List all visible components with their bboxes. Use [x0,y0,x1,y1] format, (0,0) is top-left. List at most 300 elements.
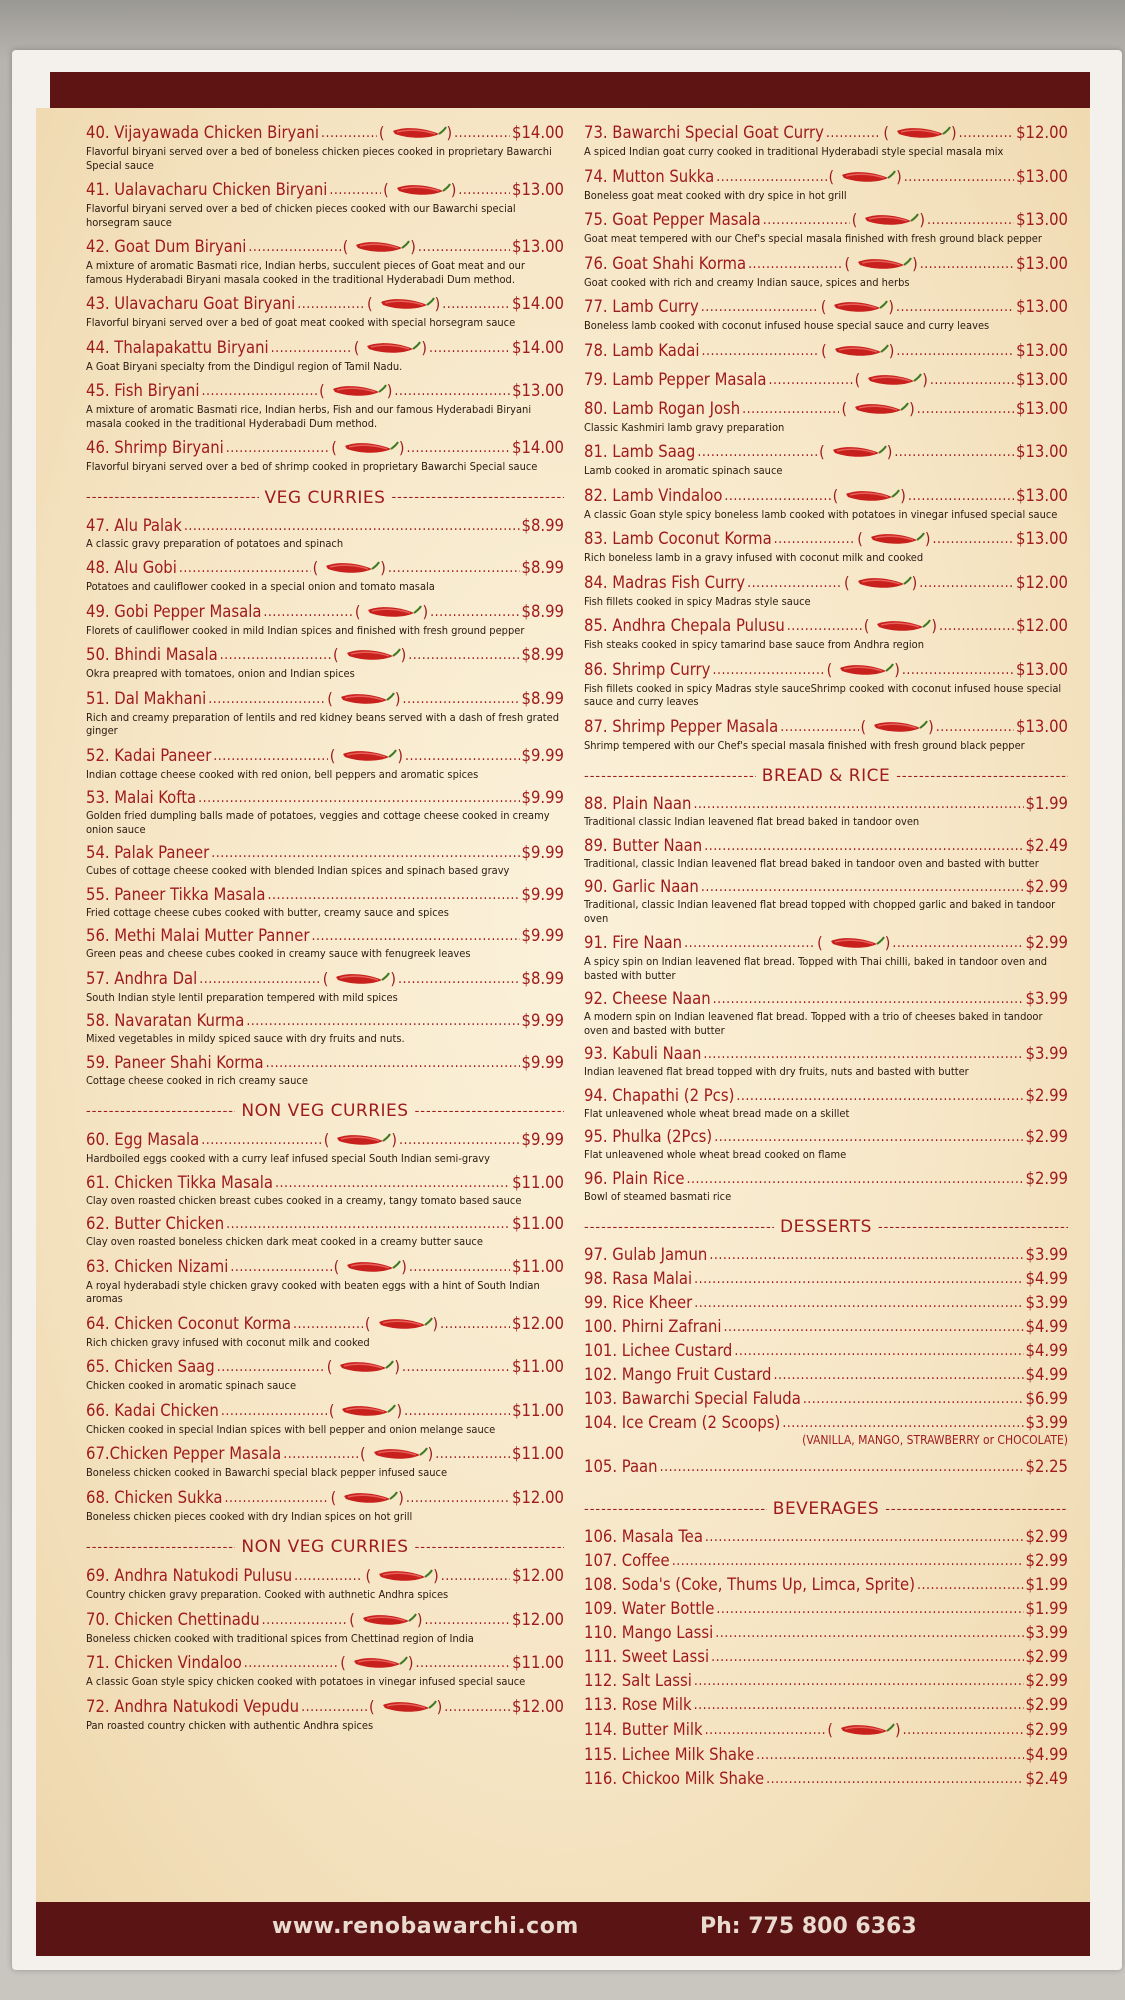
item-price: $9.99 [521,843,564,862]
item-name-line [584,441,1068,463]
leader-dots [297,294,365,314]
footer-banner [36,1902,1090,1956]
chili-pepper-icon: ( ) [319,381,393,400]
item-name-line [86,1256,564,1278]
chili-pepper-icon: ( ) [328,1400,403,1420]
item-price: $13.00 [1016,485,1068,505]
item-name: 93. Kabuli Naan [584,1044,702,1063]
item-name-line [584,1169,1068,1189]
item-price: $14.00 [512,438,564,457]
leader-dots [686,1169,1023,1189]
leader-dots [892,933,1023,953]
item-name-line [584,1695,1068,1715]
item-description: A mixture of aromatic Basmati rice, Indian herbs, succulent pieces of Goat meat and our famous Hyderabadi Biryani masala cooked in the traditional Hyderabadi Dum method. [86,259,526,286]
chili-pepper-icon: ( ) [841,398,915,418]
leader-dots [766,1769,1023,1789]
menu-item [584,1169,1068,1204]
item-description: Fish fillets cooked in spicy Madras style sauceShrimp cooked with coconut infused house special sauce and curry leaves [584,681,1062,708]
item-name-line [584,1527,1068,1547]
leader-dots [684,933,815,953]
item-name: 76. Goat Shahi Korma [584,253,747,273]
item-description: Shrimp tempered with our Chef's special masala finished with fresh ground black pepper [584,738,1025,752]
leader-dots [201,381,317,401]
chili-pepper-icon: ( ) [854,369,928,389]
item-name-line [584,398,1068,420]
menu-item [584,1769,1068,1789]
item-description: Flavorful biryani served over a bed of goat meat cooked with special horsegram sauce [86,316,516,329]
leader-dots [402,1357,510,1377]
veg-curries-list [86,516,564,1088]
item-price: $13.00 [512,381,564,400]
menu-item [584,1365,1068,1385]
item-price: $12.00 [512,1609,564,1629]
item-name: 105. Paan [584,1457,658,1476]
item-name-line [86,644,564,666]
item-name-line [86,1400,564,1422]
item-name-line [584,1599,1068,1619]
item-price: $11.00 [512,1214,564,1233]
leader-dots [903,1720,1024,1740]
menu-item [86,516,564,551]
item-price: $2.99 [1025,1551,1068,1570]
item-name-line [584,122,1068,144]
item-name-line [86,1443,564,1465]
item-description: A Goat Biryani specialty from the Dindigul region of Tamil Nadu. [86,359,403,373]
item-price: $11.00 [512,1172,564,1192]
item-price: $2.99 [1025,1168,1068,1188]
website-link[interactable]: www.renobawarchi.com [272,1914,579,1939]
desserts-list [584,1245,1068,1433]
leader-dots [416,1653,511,1673]
leader-dots [902,660,1014,680]
menu-item [584,615,1068,652]
item-name-line [584,1769,1068,1789]
leader-dots [896,341,1014,361]
item-name: 99. Rice Kheer [584,1293,693,1312]
nonveg-curries-list [86,1129,564,1523]
chili-pepper-icon: ( ) [327,688,401,708]
menu-item [86,1652,564,1689]
leader-dots [917,1575,1024,1595]
leader-dots [294,1566,363,1586]
item-description: Indian cottage cheese cooked with red onion, bell peppers and aromatic spices [86,767,479,781]
item-name-line [584,209,1068,231]
leader-dots [701,341,819,361]
chili-pepper-icon: ( ) [354,601,429,621]
item-price: $9.99 [521,1011,564,1030]
leader-dots [404,1401,510,1421]
item-name-line [584,877,1068,897]
bread-rice-header [584,766,1068,786]
item-description: Cubes of cottage cheese cooked with blended Indian spices and spinach based gravy [86,864,510,877]
item-name: 83. Lamb Coconut Korma [584,529,772,548]
menu-item [584,989,1068,1037]
item-description: A royal hyderabadi style chicken gravy cooked with beaten eggs with a hint of South Indian aromas [86,1278,540,1305]
item-price: $13.00 [1016,340,1068,360]
item-name-line [86,1053,564,1073]
item-price: $13.00 [1016,253,1068,273]
item-name-line [584,253,1068,275]
leader-dots [713,989,1024,1009]
chili-pepper-icon: ( ) [329,745,404,765]
menu-item [86,293,564,330]
menu-item [86,688,564,738]
chili-pepper-icon: ( ) [819,442,893,461]
leader-dots [230,1257,331,1277]
item-name-line [86,1609,564,1631]
item-name-line [584,1044,1068,1064]
item-name: 50. Bhindi Masala [86,645,218,664]
item-name: 79. Lamb Pepper Masala [584,369,767,389]
menu-item [584,1269,1068,1289]
item-description: Clay oven roasted boneless chicken dark meat cooked in a creamy butter sauce [86,1235,483,1248]
leader-dots [226,1214,510,1234]
leader-dots [409,1257,510,1277]
item-name: 95. Phulka (2Pcs) [584,1127,713,1146]
item-name: 47. Alu Palak [86,515,182,535]
chili-pepper-icon: ( ) [342,237,416,256]
menu-item [86,601,564,638]
leader-dots [224,1488,328,1508]
item-description: Goat cooked with rich and creamy Indian sauce, spices and herbs [584,275,910,289]
leader-dots [199,969,320,989]
item-name: 100. Phirni Zafrani [584,1317,722,1336]
item-description: Traditional, classic Indian leavened flat bread baked in tandoor oven and basted with butter [584,856,1039,870]
leader-dots [408,645,519,665]
item-name-line [86,122,564,144]
leader-dots [435,1444,510,1464]
item-name-line [86,437,564,459]
leader-dots [703,1044,1023,1064]
leader-dots [406,1488,510,1508]
item-name-line [584,1575,1068,1595]
item-description: Flat unleavened whole wheat bread cooked on flame [584,1148,847,1161]
item-description: Boneless chicken cooked with traditional spices from Chettinad region of India [86,1631,474,1645]
item-name: 56. Methi Malai Mutter Panner [86,926,310,945]
item-name: 85. Andhra Chepala Pulusu [584,616,785,635]
menu-item [86,1696,564,1733]
item-description: Fish steaks cooked in spicy tamarind base sauce from Andhra region [584,638,924,651]
item-name: 112. Salt Lassi [584,1671,692,1690]
item-price: $2.99 [1025,933,1068,952]
leader-dots [756,1745,1023,1765]
menu-item [584,1671,1068,1691]
leader-dots [271,338,352,358]
leader-dots [716,1599,1023,1619]
leader-dots [179,558,311,578]
chili-pepper-icon: ( ) [364,1313,439,1333]
menu-item [86,1356,564,1393]
ice-cream-flavors-note: (VANILLA, MANGO, STRAWBERRY or CHOCOLATE) [802,1433,1068,1447]
item-name-line [584,1647,1068,1667]
item-price: $9.99 [521,926,564,945]
item-name: 54. Palak Paneer [86,843,210,862]
item-name: 84. Madras Fish Curry [584,572,746,592]
item-name: 51. Dal Makhani [86,688,207,708]
leader-dots [709,1245,1023,1265]
chili-pepper-icon: ( ) [832,485,906,505]
item-description: Hardboiled eggs cooked with a curry leaf infused special South Indian semi-gravy [86,1152,490,1165]
item-price: $13.00 [1016,166,1068,186]
item-name: 89. Butter Naan [584,835,703,855]
item-name: 55. Paneer Tikka Masala [86,884,266,904]
item-description: Rich chicken gravy infused with coconut milk and cooked [86,1335,370,1349]
item-name-line [86,788,564,808]
item-price: $8.99 [521,688,564,708]
goat-lamb-seafood-list [584,122,1068,752]
leader-dots [701,297,819,317]
menu-item [86,1443,564,1480]
leader-dots [220,645,331,665]
menu-item [86,179,564,229]
menu-item [86,380,564,430]
leader-dots [388,558,520,578]
item-price: $12.00 [1016,616,1068,635]
item-name: 75. Goat Pepper Masala [584,210,761,229]
item-description: A classic Goan style spicy boneless lamb cooked with potatoes in vinegar infused special sauce [584,507,1058,521]
item-description: Green peas and cheese cubes cooked in creamy sauce with fenugreek leaves [86,947,471,960]
chili-pepper-icon: ( ) [821,340,895,360]
item-price: $4.99 [1025,1269,1068,1288]
item-description: Potatoes and cauliflower cooked in a special onion and tomato masala [86,580,435,593]
item-name-line [584,659,1068,681]
leader-dots [705,1527,1024,1547]
item-name: 108. Soda's (Coke, Thums Up, Limca, Sprite) [584,1575,915,1594]
leader-dots [263,602,352,622]
item-description: A classic Goan style spicy chicken cooked with potatoes in vinegar infused special sauce [86,1675,526,1688]
leader-dots [403,689,520,709]
item-name: 43. Ulavacharu Goat Biryani [86,294,296,313]
item-price: $14.00 [512,123,564,142]
leader-dots [672,1551,1024,1571]
menu-item [86,788,564,836]
item-price: $3.99 [1025,1413,1068,1432]
leader-dots [217,1357,325,1377]
item-price: $2.25 [1025,1457,1068,1476]
chili-pepper-icon: ( ) [851,210,926,229]
item-name-line [584,1317,1068,1337]
item-price: $9.99 [521,884,564,904]
item-description: A classic gravy preparation of potatoes and spinach [86,536,344,550]
item-description: Clay oven roasted chicken breast cubes cooked in a creamy, tangy tomato based sauce [86,1193,522,1207]
item-name-line [584,794,1068,814]
menu-item [86,1487,564,1524]
chili-pepper-icon: ( ) [368,1696,443,1716]
leader-dots [398,969,519,989]
leader-dots [712,660,824,680]
item-name: 110. Mango Lassi [584,1623,714,1642]
leader-dots [701,877,1024,897]
menu-item [86,1609,564,1646]
item-description: Florets of cauliflower cooked in mild Indian spices and finished with fresh ground pepper [86,623,525,637]
item-description: Traditional classic Indian leavened flat bread baked in tandoor oven [584,815,920,828]
item-description: Chicken cooked in special Indian spices with bell pepper and onion melange sauce [86,1422,496,1436]
item-price: $2.49 [1025,835,1068,855]
menu-item [584,659,1068,709]
beverages-list [584,1527,1068,1789]
leader-dots [213,746,327,766]
leader-dots [782,1413,1023,1433]
item-description: A spicy spin on Indian leavened flat bread. Topped with Thai chilli, baked in tandoor oven and basted with butter [584,955,1048,982]
leader-dots [321,123,377,143]
item-name: 86. Shrimp Curry [584,659,711,679]
item-price: $8.99 [521,558,564,577]
menu-item [584,296,1068,333]
section-title: VEG CURRIES [264,487,386,508]
item-name-line [86,1487,564,1509]
item-description: Traditional, classic Indian leavened flat bread topped with chopped garlic and baked in tandoor oven [584,898,1056,925]
menu-item [584,1044,1068,1079]
item-price: $6.99 [1025,1389,1068,1408]
menu-item [86,1214,564,1249]
item-name: 66. Kadai Chicken [86,1400,219,1420]
menu-item [584,1317,1068,1337]
item-description: Chicken cooked in aromatic spinach sauce [86,1379,297,1392]
chili-pepper-icon: ( ) [367,294,441,313]
item-name-line [584,485,1068,507]
item-price: $11.00 [512,1256,564,1276]
leader-dots [267,885,519,905]
section-title: DESSERTS [780,1217,872,1237]
chili-pepper-icon: ( ) [326,1357,400,1376]
leader-dots [697,442,817,462]
item-price: $11.00 [512,1653,564,1672]
item-price: $1.99 [1025,794,1068,813]
menu-item [584,1457,1068,1477]
item-price: $2.99 [1025,1085,1068,1105]
item-name: 60. Egg Masala [86,1130,200,1149]
leader-dots [246,1011,519,1031]
leader-dots [394,381,510,401]
item-description: Flavorful biryani served over a bed of boneless chicken pieces cooked in proprietary Bawarchi Special sauce [86,145,552,172]
leader-dots [705,1720,826,1740]
phone-number: Ph: 775 800 6363 [700,1914,917,1939]
chili-pepper-icon: ( ) [332,645,407,664]
leader-dots [896,297,1014,317]
item-name-line [86,1356,564,1378]
chili-pepper-icon: ( ) [844,253,918,273]
item-name-line [584,932,1068,954]
leader-dots [742,399,839,419]
menu-item [584,1293,1068,1313]
menu-item [584,1623,1068,1643]
item-name-line [584,1269,1068,1289]
chili-pepper-icon: ( ) [827,1720,901,1739]
item-description: Rich boneless lamb in a gravy infused with coconut milk and cooked [584,551,924,564]
menu-item [584,1389,1068,1409]
chili-pepper-icon: ( ) [863,616,938,635]
leader-dots [769,370,853,390]
leader-dots [184,516,520,536]
item-name: 63. Chicken Nizami [86,1256,229,1276]
menu-item [86,968,564,1005]
leader-dots [424,1610,510,1630]
chili-pepper-icon: ( ) [360,1444,434,1463]
item-name: 96. Plain Rice [584,1168,685,1188]
item-name-line [584,1365,1068,1385]
item-description: Flat unleavened whole wheat bread made on a skillet [584,1106,850,1120]
item-name-line [584,989,1068,1009]
item-name: 62. Butter Chicken [86,1214,225,1233]
item-description: Cottage cheese cooked in rich creamy sauce [86,1073,308,1087]
menu-item [584,716,1068,753]
chili-pepper-icon: ( ) [349,1609,423,1629]
item-name: 90. Garlic Naan [584,877,699,896]
menu-item [584,1695,1068,1715]
item-price: $1.99 [1025,1575,1068,1594]
chili-pepper-icon: ( ) [820,297,895,316]
item-name: 103. Bawarchi Special Faluda [584,1389,801,1408]
leader-dots [803,1389,1024,1409]
chili-pepper-icon: ( ) [378,123,453,142]
leader-dots [293,1314,363,1334]
menu-item [86,122,564,172]
item-description: Golden fried dumpling balls made of potatoes, veggies and cottage cheese cooked in creamy onion sauce [86,809,550,836]
menu-item [584,1647,1068,1667]
leader-dots [919,573,1014,593]
item-price: $14.00 [512,294,564,313]
item-price: $3.99 [1025,989,1068,1008]
item-name: 49. Gobi Pepper Masala [86,601,262,621]
item-name: 64. Chicken Coconut Korma [86,1313,292,1333]
item-price: $13.00 [1016,716,1068,736]
item-name-line [584,1341,1068,1361]
menu-item [86,557,564,594]
item-name-line [86,236,564,258]
leader-dots [920,254,1014,274]
menu-item [86,1053,564,1088]
item-name: 116. Chickoo Milk Shake [584,1769,765,1788]
leader-dots [763,210,850,230]
menu-item [584,932,1068,982]
item-description: Classic Kashmiri lamb gravy preparation [584,420,785,434]
leader-dots [262,1610,348,1630]
menu-item [584,485,1068,522]
item-name-line [584,528,1068,550]
chili-pepper-icon: ( ) [340,1653,414,1672]
chili-pepper-icon: ( ) [860,716,934,736]
item-name-line [86,843,564,863]
menu-item [86,644,564,681]
item-name-line [86,1565,564,1587]
item-description: Flavorful biryani served over a bed of chicken pieces cooked with our Bawarchi special horsegram sauce [86,202,516,229]
desserts-header [584,1217,1068,1237]
menu-item [86,1173,564,1208]
item-name: 72. Andhra Natukodi Vepudu [86,1696,300,1716]
chili-pepper-icon: ( ) [365,1566,439,1585]
item-name: 106. Masala Tea [584,1527,703,1546]
item-description: South Indian style lentil preparation tempered with mild spices [86,990,398,1004]
veg-curries-header [86,488,564,508]
section-title: BEVERAGES [772,1499,880,1519]
menu-item [86,236,564,286]
item-name-line [86,1011,564,1031]
menu-item [86,843,564,878]
leader-dots [454,123,510,143]
menu-item [584,253,1068,290]
leader-dots [660,1457,1024,1477]
item-price: $13.00 [1016,659,1068,679]
menu-item [584,1719,1068,1741]
item-name-line [584,369,1068,391]
leader-dots [826,123,881,143]
item-name-line [86,926,564,946]
item-name: 40. Vijayawada Chicken Biryani [86,123,319,142]
item-price: $12.00 [1016,123,1068,142]
item-name-line [584,1745,1068,1765]
item-name: 111. Sweet Lassi [584,1647,710,1666]
menu-item [584,1413,1068,1433]
